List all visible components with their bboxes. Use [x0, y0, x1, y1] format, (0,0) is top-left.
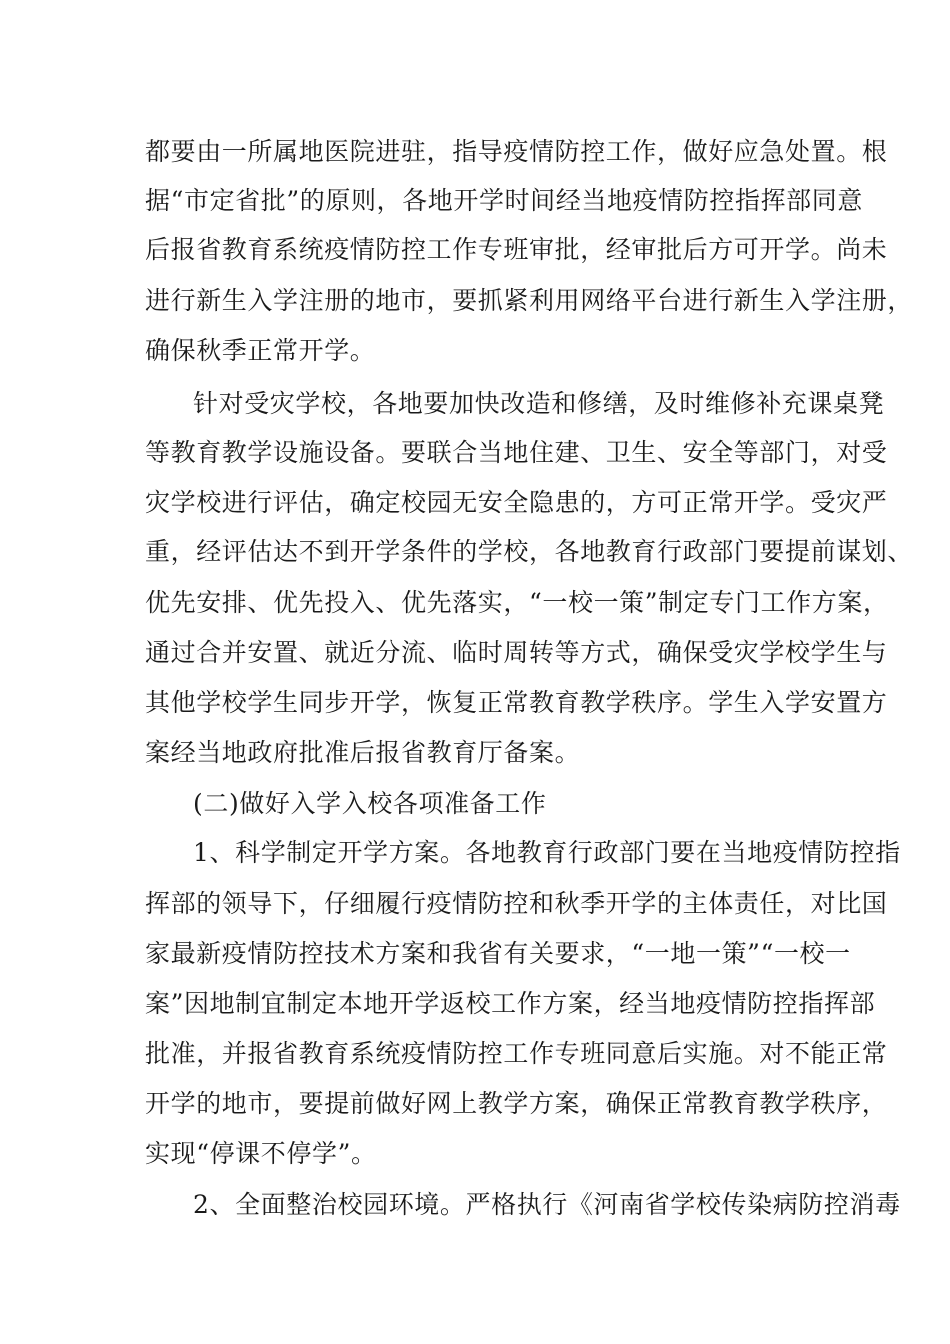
text-line: 后报省教育系统疫情防控工作专班审批，经审批后方可开学。尚未: [145, 235, 888, 264]
text-line: 案”因地制宜制定本地开学返校工作方案，经当地疫情防控指挥部: [145, 989, 876, 1018]
text-line: 优先安排、优先投入、优先落实，“一校一策”制定专门工作方案，: [145, 588, 889, 617]
section-heading: (二)做好入学入校各项准备工作: [193, 789, 547, 818]
text-line: 灾学校进行评估，确定校园无安全隐患的，方可正常开学。受灾严: [145, 488, 888, 517]
text-line: 进行新生入学注册的地市，要抓紧利用网络平台进行新生入学注册，: [145, 286, 914, 315]
paragraph-first-line: 2、全面整治校园环境。严格执行《河南省学校传染病防控消毒: [193, 1190, 901, 1219]
text-line: 开学的地市，要提前做好网上教学方案，确保正常教育教学秩序，: [145, 1089, 888, 1118]
text-line: 确保秋季正常开学。: [145, 336, 376, 365]
text-line: 家最新疫情防控技术方案和我省有关要求，“一地一策”“一校一: [145, 939, 851, 968]
text-line: 案经当地政府批准后报省教育厅备案。: [145, 738, 581, 767]
text-line: 实现“停课不停学”。: [145, 1139, 377, 1168]
text-line: 据“市定省批”的原则，各地开学时间经当地疫情防控指挥部同意: [145, 186, 863, 215]
text-line: 重，经评估达不到开学条件的学校，各地教育行政部门要提前谋划、: [145, 537, 914, 566]
text-line: 等教育教学设施设备。要联合当地住建、卫生、安全等部门，对受: [145, 438, 888, 467]
text-line: 批准，并报省教育系统疫情防控工作专班同意后实施。对不能正常: [145, 1039, 888, 1068]
paragraph-first-line: 针对受灾学校，各地要加快改造和修缮，及时维修补充课桌凳: [193, 389, 885, 418]
text-line: 其他学校学生同步开学，恢复正常教育教学秩序。学生入学安置方: [145, 688, 888, 717]
text-line: 通过合并安置、就近分流、临时周转等方式，确保受灾学校学生与: [145, 638, 888, 667]
text-line: 都要由一所属地医院进驻，指导疫情防控工作，做好应急处置。根: [145, 137, 888, 166]
text-line: 挥部的领导下，仔细履行疫情防控和秋季开学的主体责任，对比国: [145, 889, 888, 918]
paragraph-first-line: 1、科学制定开学方案。各地教育行政部门要在当地疫情防控指: [193, 838, 901, 867]
